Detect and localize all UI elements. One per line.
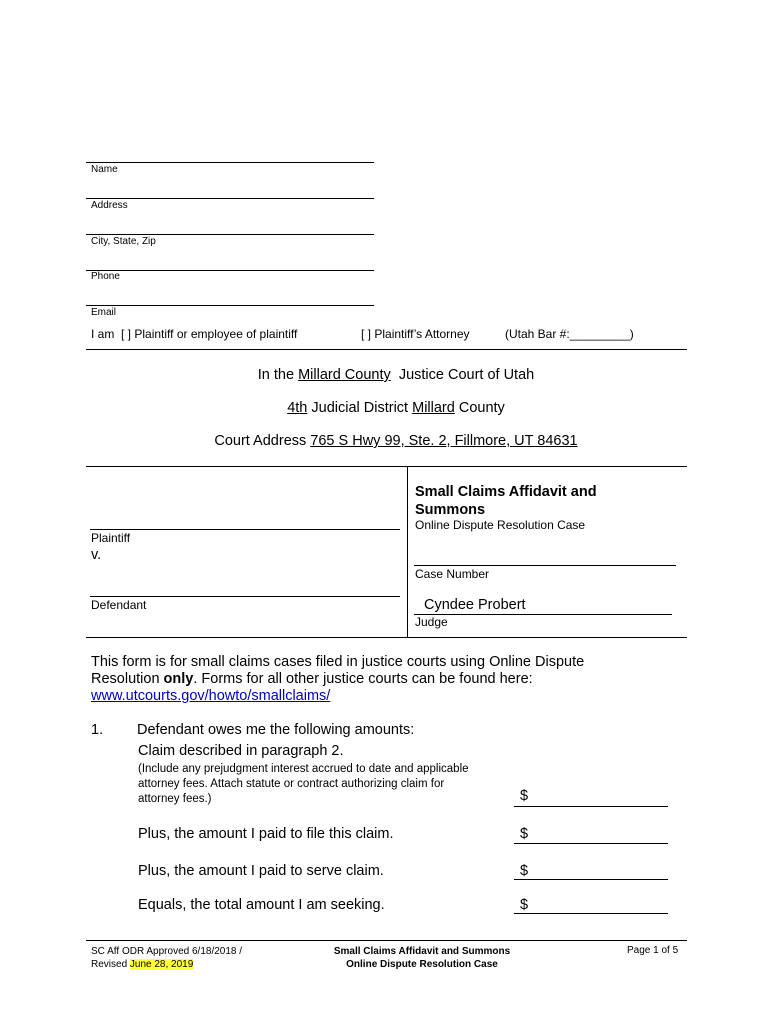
city-state-zip-field[interactable] [88,218,372,233]
plaintiff-option-label: Plaintiff or employee of plaintiff [134,327,298,341]
defendant-name-field[interactable] [92,579,398,594]
plaintiff-label: Plaintiff [91,531,131,545]
judge-line [414,614,672,615]
caption-top-line [86,466,687,467]
judge-label: Judge [415,615,448,629]
court-line-3: Court Address 765 S Hwy 99, Ste. 2, Fillmore, UT 84631 [214,433,578,449]
claim-dollar-sign: $ [520,788,529,804]
section-1-heading: Defendant owes me the following amounts: [137,722,415,738]
email-line [86,305,374,306]
fee-dollar-sign: $ [520,826,529,842]
phone-line [86,270,374,271]
caption-divider [407,466,408,638]
utah-bar-field[interactable]: (Utah Bar #:_________) [505,327,634,341]
attorney-checkbox[interactable]: [ ] [361,327,372,341]
email-field[interactable] [88,289,372,304]
case-number-field[interactable] [416,548,674,563]
small-claims-link[interactable]: www.utcourts.gov/howto/smallclaims/ [91,688,331,704]
plaintiff-checkbox[interactable]: [ ] [121,327,132,341]
name-line [86,162,374,163]
defendant-label: Defendant [91,598,147,612]
footer-divider [86,940,687,941]
total-amount-field[interactable] [534,897,666,912]
name-label: Name [91,164,118,175]
claim-label: Claim described in paragraph 2. [138,743,344,759]
filing-fee-field[interactable] [534,827,666,842]
address-field[interactable] [88,182,372,197]
district-county: Millard [412,400,455,416]
serve-amount-line [514,879,668,880]
email-label: Email [91,307,117,318]
intro-text: This form is for small claims cases filed in justice courts using Online Dispute Resolution only. Forms for all other justice courts can be found here: www.utcourts.gov/howto/smallclaims/ [91,654,585,704]
total-label: Equals, the total amount I am seeking. [138,897,385,913]
plaintiff-line [90,529,400,530]
claim-note: (Include any prejudgment interest accrued to date and applicable attorney fees. Attach statute or contract authorizing claim for attorney fees.) [138,763,469,805]
fee-amount-line [514,843,668,844]
city-line [86,234,374,235]
role-divider [86,349,687,350]
serve-label: Plus, the amount I paid to serve claim. [138,863,384,879]
defendant-line [90,596,400,597]
county-name: Millard County [298,367,391,383]
serve-dollar-sign: $ [520,863,529,879]
role-line [91,327,297,341]
city-label: City, State, Zip [91,236,156,247]
court-line-1: In the Millard County Justice Court of Utah [257,367,535,383]
claim-amount-field[interactable] [534,790,666,805]
footer-left: SC Aff ODR Approved 6/18/2018 / Revised June 28, 2019 [91,946,243,970]
i-am-label: I am [91,327,115,341]
name-field[interactable] [88,146,372,161]
judge-name: Cyndee Probert [424,597,526,613]
fee-label: Plus, the amount I paid to file this claim. [138,826,394,842]
caption-bottom-line [86,637,687,638]
case-number-label: Case Number [415,567,490,581]
service-fee-field[interactable] [534,863,666,878]
versus-label: v. [91,547,102,563]
address-label: Address [91,200,128,211]
total-dollar-sign: $ [520,897,529,913]
district-number: 4th [287,400,308,416]
court-line-2: 4th Judicial District Millard County [287,400,505,416]
case-number-line [414,565,676,566]
attorney-option [361,327,470,341]
attorney-option-label: Plaintiff’s Attorney [374,327,470,341]
plaintiff-name-field[interactable] [92,512,398,527]
total-amount-line [514,913,668,914]
page-number: Page 1 of 5 [627,945,679,956]
address-line [86,198,374,199]
phone-field[interactable] [88,254,372,269]
form-subtitle: Online Dispute Resolution Case [415,518,586,532]
form-title: Small Claims Affidavit and Summons [415,484,597,518]
court-address: 765 S Hwy 99, Ste. 2, Fillmore, UT 84631 [310,433,578,449]
phone-label: Phone [91,271,120,282]
footer-center: Small Claims Affidavit and Summons Online Dispute Resolution Case [333,946,511,970]
revised-date: June 28, 2019 [129,959,194,970]
section-1-number: 1. [91,722,104,738]
claim-amount-line [514,806,668,807]
